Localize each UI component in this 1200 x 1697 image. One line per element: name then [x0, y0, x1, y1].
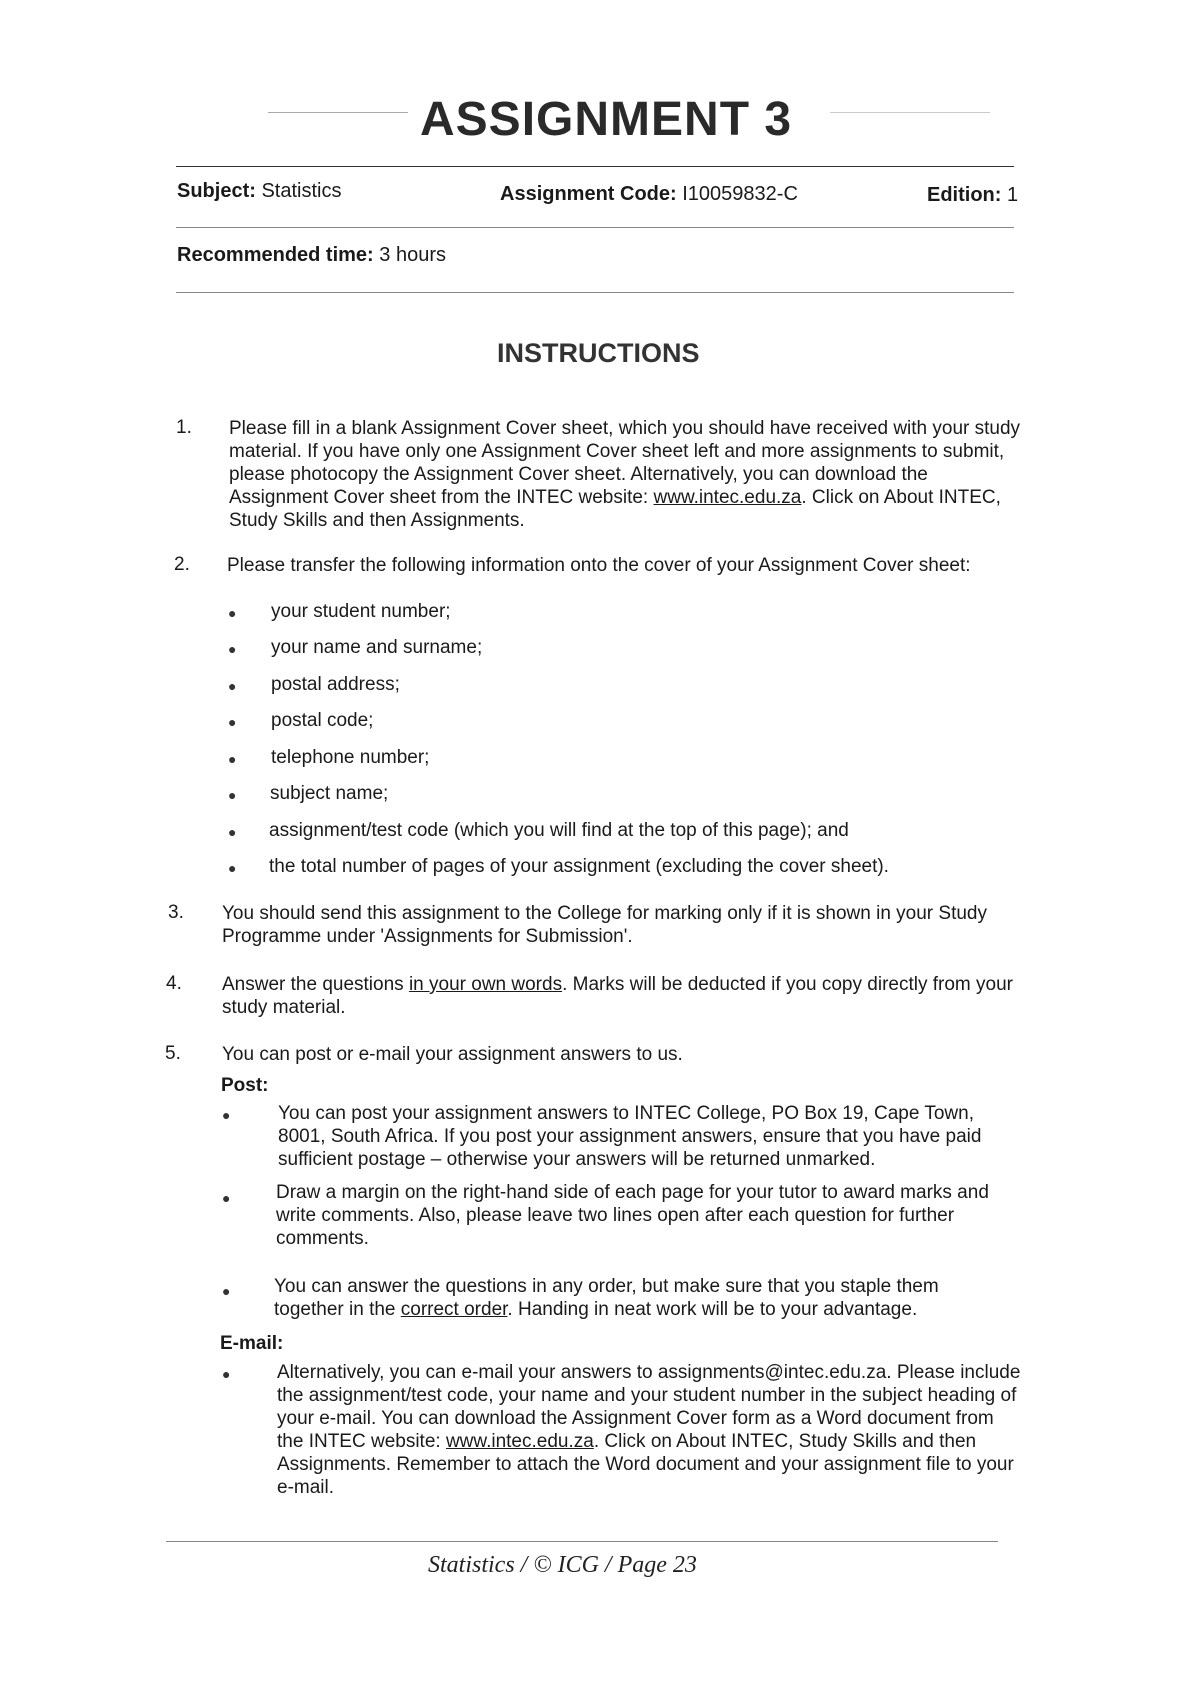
list-item: subject name; [270, 783, 389, 804]
bullet-icon: ● [222, 1107, 231, 1123]
post-heading: Post: [221, 1075, 269, 1096]
assignment-code-label: Assignment Code: [500, 183, 677, 205]
bullet-icon: ● [228, 605, 237, 621]
page-footer: Statistics / © ICG / Page 23 [428, 1552, 697, 1578]
own-words-emphasis: in your own words [408, 974, 563, 995]
item-1-number: 1. [176, 417, 192, 438]
footer-rule [166, 1541, 998, 1542]
list-item: your student number; [271, 601, 451, 622]
recommended-time-value: 3 hours [379, 244, 446, 266]
email-bullet: Alternatively, you can e-mail your answers to assignments@intec.edu.za. Please include the assignment/test code, your name and your student number in the subject heading of your e-mail. You can download the Assignment Cover form as a Word document from the INTEC website: www.intec.edu.za. Click on About INTEC, Study Skills and then Assignments. Remember to attach the Word document and your assignment file to your e-mail. [277, 1362, 1021, 1498]
bullet-icon: ● [222, 1366, 231, 1382]
subject-label: Subject: [177, 180, 256, 202]
intec-website-link[interactable]: www.intec.edu.za [653, 487, 802, 508]
bullet-icon: ● [228, 751, 237, 767]
post-bullet: Draw a margin on the right-hand side of each page for your tutor to award marks and write comments. Also, please leave two lines open after each question for further comments. [276, 1182, 989, 1249]
list-item: postal code; [271, 710, 374, 731]
header-rule-top [176, 166, 1014, 167]
title-rule-right [830, 112, 990, 113]
title-rule-left [268, 112, 408, 113]
post-bullet: You can post your assignment answers to INTEC College, PO Box 19, Cape Town, 8001, South Africa. If you post your assignment answers, ensure that you have paid sufficient postage – otherwise your answers will be returned unmarked. [278, 1103, 982, 1170]
recommended-time-field [177, 244, 446, 267]
bullet-icon: ● [222, 1190, 231, 1206]
edition-field [927, 184, 1018, 207]
bullet-icon: ● [228, 714, 237, 730]
assignment-code-field [500, 183, 798, 206]
bullet-icon: ● [228, 678, 237, 694]
correct-order-emphasis: correct order [400, 1299, 508, 1320]
edition-label: Edition: [927, 184, 1002, 206]
post-bullet: You can answer the questions in any order, but make sure that you staple them together in the correct order. Handing in neat work will be to your advantage. [274, 1276, 939, 1320]
list-item: assignment/test code (which you will find at the top of this page); and [269, 820, 849, 841]
bullet-icon: ● [228, 860, 237, 876]
list-item: postal address; [271, 674, 400, 695]
bullet-icon: ● [228, 824, 237, 840]
recommended-time-label: Recommended time: [177, 244, 374, 266]
bullet-icon: ● [222, 1283, 231, 1299]
item-4-text: Answer the questions in your own words. Marks will be deducted if you copy directly from your study material. [222, 974, 1013, 1018]
subject-field [177, 180, 342, 203]
list-item: your name and surname; [271, 637, 483, 658]
item-5-text: You can post or e-mail your assignment answers to us. [222, 1044, 683, 1065]
item-2-text: Please transfer the following information onto the cover of your Assignment Cover sheet: [227, 555, 971, 576]
page-title: ASSIGNMENT 3 [420, 93, 793, 146]
subject-value: Statistics [261, 180, 342, 202]
instructions-heading: INSTRUCTIONS [497, 338, 700, 368]
item-1-text: Please fill in a blank Assignment Cover sheet, which you should have received with your study material. If you have only one Assignment Cover sheet left and more assignments to submit, please photocopy the Assignment Cover sheet. Alternatively, you can download the Assignment Cover sheet from the INTEC website: www.intec.edu.za. Click on About INTEC, Study Skills and then Assignments. [229, 418, 1021, 531]
email-heading: E-mail: [220, 1333, 284, 1354]
item-3-number: 3. [168, 902, 184, 923]
bullet-icon: ● [228, 787, 237, 803]
bullet-icon: ● [228, 641, 237, 657]
list-item: telephone number; [271, 747, 430, 768]
header-rule-bottom [176, 292, 1014, 293]
assignment-code-value: I10059832-C [682, 183, 798, 205]
header-rule-middle [176, 227, 1014, 228]
item-3-text: You should send this assignment to the College for marking only if it is shown in your Study Programme under 'Assignments for Submission'. [222, 903, 987, 947]
intec-website-link[interactable]: www.intec.edu.za [445, 1431, 594, 1452]
list-item: the total number of pages of your assignment (excluding the cover sheet). [269, 856, 889, 877]
item-2-number: 2. [174, 554, 190, 575]
item-4-number: 4. [166, 973, 182, 994]
edition-value: 1 [1007, 184, 1019, 206]
item-5-number: 5. [165, 1043, 181, 1064]
